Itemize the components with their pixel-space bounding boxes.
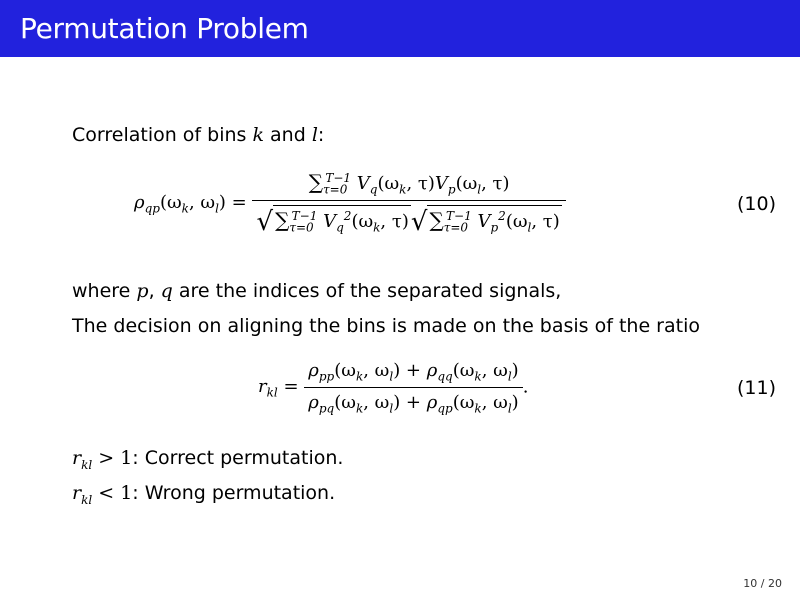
wrong-permutation-line	[72, 482, 335, 507]
correct-text: : Correct permutation.	[132, 447, 344, 469]
r-sub: kl	[81, 457, 93, 472]
correlation-intro	[72, 124, 324, 146]
equation-11-number: (11)	[736, 377, 776, 399]
title-bar	[0, 0, 800, 57]
slide-title: Permutation Problem	[20, 12, 309, 45]
wrong-text: : Wrong permutation.	[132, 482, 336, 504]
r-var: r	[72, 482, 82, 504]
r-sub: kl	[81, 492, 93, 507]
eq11-numerator: $\rho_{pp}(\omega_k$, $\omega_l) + \rho_{qq}(\omega_k$, $\omega_l$)	[308, 360, 519, 384]
eq11-denominator: $\rho_{pq}(\omega_k$, $\omega_l) + \rho_{qp}(\omega_k$, $\omega_l$)	[304, 387, 522, 416]
intro-colon: :	[317, 124, 325, 146]
page-number: 10 / 20	[743, 577, 782, 590]
var-l: l	[311, 124, 318, 146]
eq10-denominator: √ $\sum_{\tau=0}^{T-1}$ $V_q^2(\omega_k$, τ)√ $\sum_{\tau=0}^{T-1}$ $V_p^2(\omega_l$, τ)	[252, 200, 565, 237]
where-text: where	[72, 280, 137, 302]
lt-one: < 1	[92, 482, 133, 504]
eq10-lhs: $\rho_{qp}(\omega_k$, $\omega_l$) =	[134, 191, 247, 216]
intro-and: and	[264, 124, 312, 146]
equation-10	[134, 170, 566, 237]
r-var: r	[72, 447, 82, 469]
decision-text: The decision on aligning the bins is made on the basis of the ratio	[72, 315, 700, 337]
eq11-lhs: $r_{kl}$ =	[258, 375, 299, 400]
var-p: p	[136, 280, 149, 302]
var-q: q	[160, 280, 173, 302]
eq11-period: .	[522, 376, 529, 398]
eq10-numerator: $\sum_{\tau=0}^{T-1}$ $V_q(\omega_k$, $\tau)V_p(\omega_l$, τ)	[308, 170, 510, 197]
equation-10-number: (10)	[736, 193, 776, 215]
indices-text: are the indices of the separated signals,	[172, 280, 562, 302]
eq10-fraction	[252, 170, 565, 237]
gt-one: > 1	[92, 447, 133, 469]
eq11-fraction	[304, 360, 522, 415]
equation-11	[258, 360, 528, 415]
comma: ,	[148, 280, 161, 302]
correct-permutation-line	[72, 447, 343, 472]
indices-note	[72, 280, 561, 302]
intro-text: Correlation of bins	[72, 124, 253, 146]
var-k: k	[252, 124, 264, 146]
